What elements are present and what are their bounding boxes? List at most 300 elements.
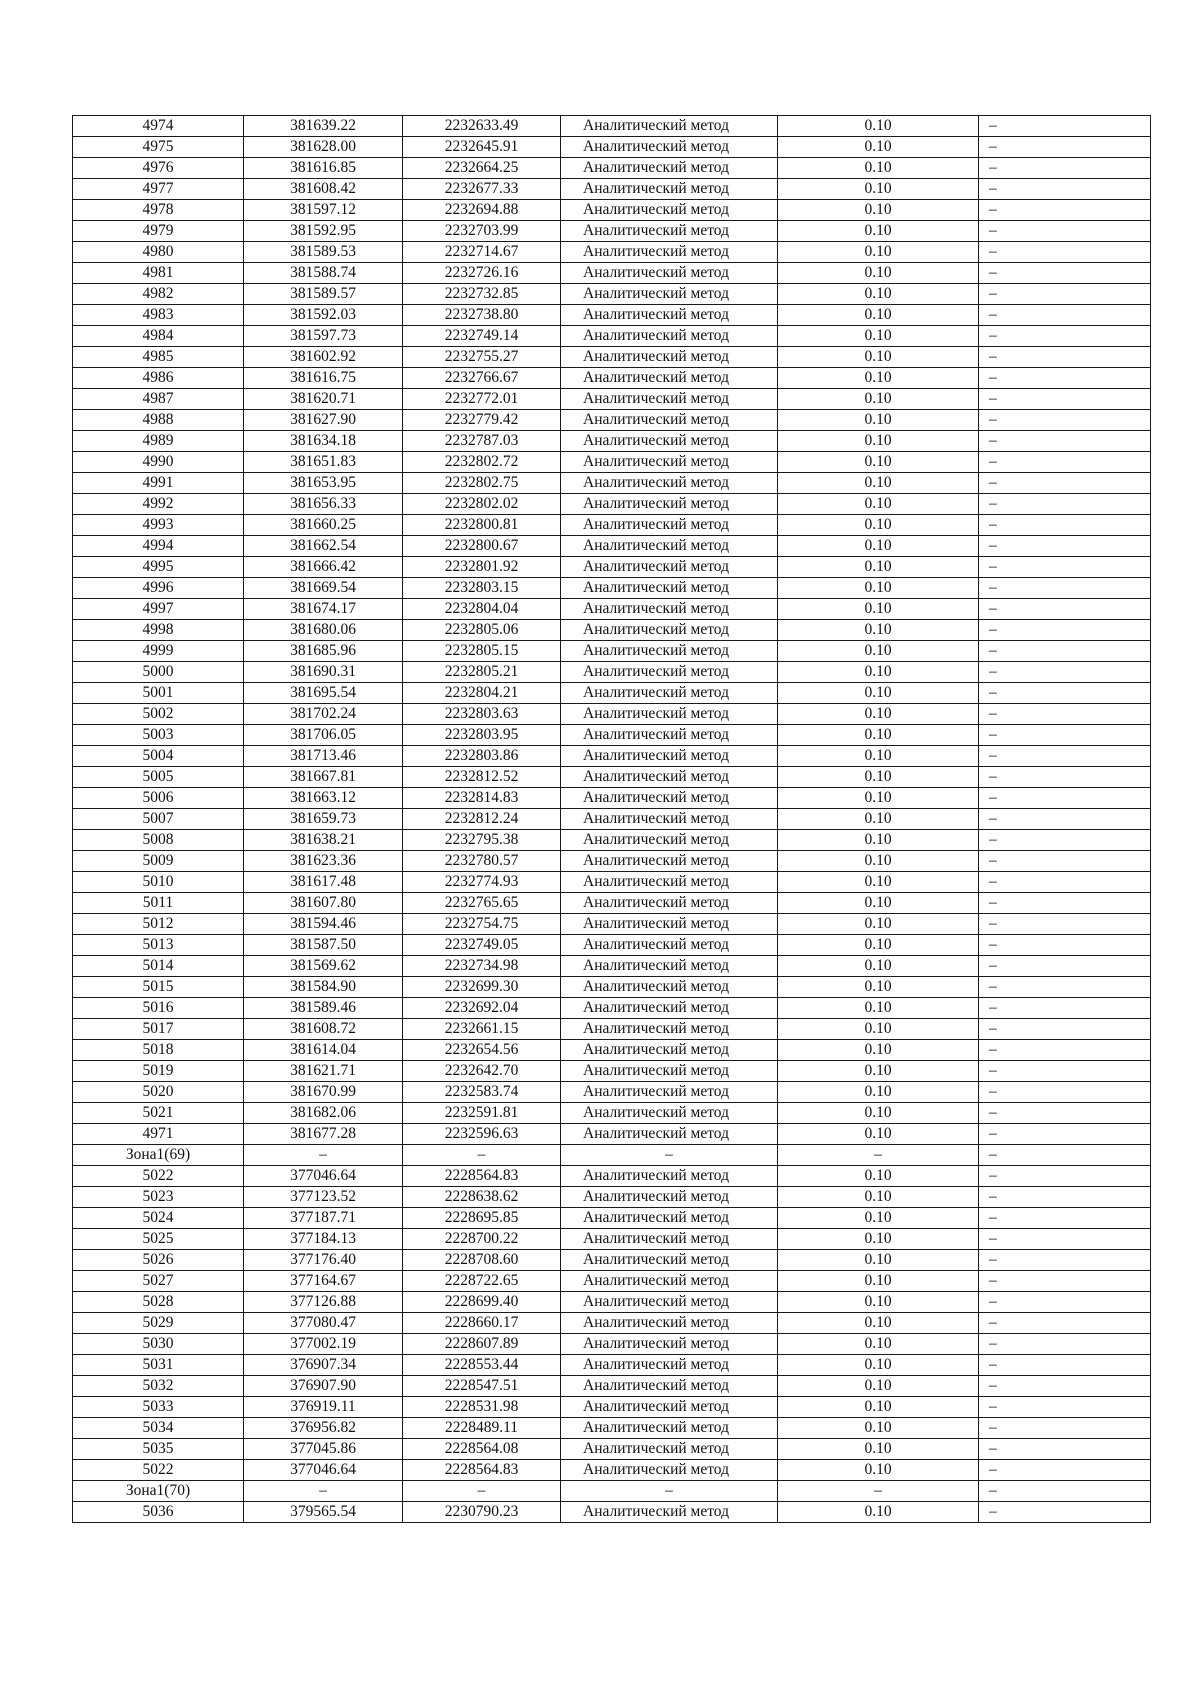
method-cell: Аналитический метод	[561, 935, 778, 956]
description-cell: –	[979, 242, 1151, 263]
description-cell: –	[979, 1334, 1151, 1355]
x-coordinate-cell: 381706.05	[244, 725, 403, 746]
table-row	[73, 1271, 1151, 1292]
point-number-cell: 4971	[73, 1124, 244, 1145]
x-coordinate-cell: 381589.53	[244, 242, 403, 263]
point-number-cell: 4985	[73, 347, 244, 368]
x-coordinate-cell: 381690.31	[244, 662, 403, 683]
table-row	[73, 1355, 1151, 1376]
x-coordinate-cell: 381608.72	[244, 1019, 403, 1040]
y-coordinate-cell: 2228607.89	[403, 1334, 561, 1355]
y-coordinate-cell: 2232749.14	[403, 326, 561, 347]
description-cell: –	[979, 536, 1151, 557]
y-coordinate-cell: 2232812.24	[403, 809, 561, 830]
x-coordinate-cell: 381607.80	[244, 893, 403, 914]
x-coordinate-cell: 381623.36	[244, 851, 403, 872]
y-coordinate-cell: 2232774.93	[403, 872, 561, 893]
method-cell: Аналитический метод	[561, 179, 778, 200]
precision-cell: 0.10	[778, 725, 979, 746]
method-cell: Аналитический метод	[561, 1460, 778, 1481]
point-number-cell: 5006	[73, 788, 244, 809]
point-number-cell: 4979	[73, 221, 244, 242]
description-cell: –	[979, 1103, 1151, 1124]
description-cell: –	[979, 158, 1151, 179]
y-coordinate-cell: 2232664.25	[403, 158, 561, 179]
method-cell: Аналитический метод	[561, 410, 778, 431]
description-cell: –	[979, 116, 1151, 137]
table-row	[73, 578, 1151, 599]
description-cell: –	[979, 200, 1151, 221]
x-coordinate-cell: 381584.90	[244, 977, 403, 998]
y-coordinate-cell: 2232803.95	[403, 725, 561, 746]
description-cell: –	[979, 683, 1151, 704]
precision-cell: 0.10	[778, 1292, 979, 1313]
precision-cell: 0.10	[778, 1187, 979, 1208]
method-cell: Аналитический метод	[561, 956, 778, 977]
precision-cell: 0.10	[778, 200, 979, 221]
precision-cell: 0.10	[778, 494, 979, 515]
point-number-cell: 5030	[73, 1334, 244, 1355]
point-number-cell: 4987	[73, 389, 244, 410]
description-cell: –	[979, 326, 1151, 347]
table-row	[73, 1397, 1151, 1418]
description-cell: –	[979, 1040, 1151, 1061]
y-coordinate-cell: 2232766.67	[403, 368, 561, 389]
x-coordinate-cell: –	[244, 1145, 403, 1166]
precision-cell: –	[778, 1145, 979, 1166]
precision-cell: 0.10	[778, 536, 979, 557]
table-row	[73, 1334, 1151, 1355]
point-number-cell: 4998	[73, 620, 244, 641]
table-row	[73, 347, 1151, 368]
point-number-cell: 4983	[73, 305, 244, 326]
precision-cell: 0.10	[778, 977, 979, 998]
point-number-cell: 4975	[73, 137, 244, 158]
precision-cell: 0.10	[778, 137, 979, 158]
point-number-cell: 5026	[73, 1250, 244, 1271]
x-coordinate-cell: 381616.75	[244, 368, 403, 389]
x-coordinate-cell: 381680.06	[244, 620, 403, 641]
precision-cell: 0.10	[778, 1250, 979, 1271]
method-cell: Аналитический метод	[561, 137, 778, 158]
description-cell: –	[979, 914, 1151, 935]
x-coordinate-cell: 381614.04	[244, 1040, 403, 1061]
table-row	[73, 158, 1151, 179]
x-coordinate-cell: 381662.54	[244, 536, 403, 557]
description-cell: –	[979, 788, 1151, 809]
point-number-cell: 5034	[73, 1418, 244, 1439]
y-coordinate-cell: –	[403, 1145, 561, 1166]
description-cell: –	[979, 1292, 1151, 1313]
precision-cell: 0.10	[778, 1355, 979, 1376]
x-coordinate-cell: 381602.92	[244, 347, 403, 368]
table-row	[73, 662, 1151, 683]
method-cell: Аналитический метод	[561, 1355, 778, 1376]
precision-cell: 0.10	[778, 914, 979, 935]
precision-cell: 0.10	[778, 1082, 979, 1103]
y-coordinate-cell: 2232805.06	[403, 620, 561, 641]
precision-cell: 0.10	[778, 347, 979, 368]
x-coordinate-cell: 376907.90	[244, 1376, 403, 1397]
x-coordinate-cell: 381666.42	[244, 557, 403, 578]
table-row	[73, 431, 1151, 452]
table-row	[73, 935, 1151, 956]
y-coordinate-cell: 2228708.60	[403, 1250, 561, 1271]
x-coordinate-cell: 381616.85	[244, 158, 403, 179]
table-row	[73, 368, 1151, 389]
table-row	[73, 683, 1151, 704]
description-cell: –	[979, 1355, 1151, 1376]
precision-cell: 0.10	[778, 809, 979, 830]
table-row	[73, 1166, 1151, 1187]
table-row	[73, 452, 1151, 473]
precision-cell: 0.10	[778, 683, 979, 704]
point-number-cell: 5029	[73, 1313, 244, 1334]
table-row	[73, 1250, 1151, 1271]
method-cell: Аналитический метод	[561, 830, 778, 851]
y-coordinate-cell: 2232734.98	[403, 956, 561, 977]
point-number-cell: 4991	[73, 473, 244, 494]
y-coordinate-cell: 2232802.72	[403, 452, 561, 473]
point-number-cell: 5009	[73, 851, 244, 872]
point-number-cell: 5027	[73, 1271, 244, 1292]
method-cell: Аналитический метод	[561, 893, 778, 914]
point-number-cell: 5002	[73, 704, 244, 725]
x-coordinate-cell: 381656.33	[244, 494, 403, 515]
description-cell: –	[979, 1229, 1151, 1250]
x-coordinate-cell: 377046.64	[244, 1460, 403, 1481]
point-number-cell: 5003	[73, 725, 244, 746]
point-number-cell: 4992	[73, 494, 244, 515]
point-number-cell: 4993	[73, 515, 244, 536]
table-row	[73, 536, 1151, 557]
method-cell: Аналитический метод	[561, 1082, 778, 1103]
description-cell: –	[979, 347, 1151, 368]
x-coordinate-cell: 381702.24	[244, 704, 403, 725]
x-coordinate-cell: 377123.52	[244, 1187, 403, 1208]
point-number-cell: 5025	[73, 1229, 244, 1250]
table-row	[73, 116, 1151, 137]
x-coordinate-cell: 381674.17	[244, 599, 403, 620]
point-number-cell: 5024	[73, 1208, 244, 1229]
y-coordinate-cell: 2232805.21	[403, 662, 561, 683]
x-coordinate-cell: 381587.50	[244, 935, 403, 956]
table-row	[73, 1019, 1151, 1040]
x-coordinate-cell: 381588.74	[244, 263, 403, 284]
x-coordinate-cell: 381660.25	[244, 515, 403, 536]
description-cell: –	[979, 1250, 1151, 1271]
description-cell: –	[979, 725, 1151, 746]
y-coordinate-cell: 2232661.15	[403, 1019, 561, 1040]
table-row	[73, 284, 1151, 305]
x-coordinate-cell: 381628.00	[244, 137, 403, 158]
precision-cell: 0.10	[778, 746, 979, 767]
description-cell: –	[979, 557, 1151, 578]
description-cell: –	[979, 1376, 1151, 1397]
description-cell: –	[979, 284, 1151, 305]
point-number-cell: 5008	[73, 830, 244, 851]
y-coordinate-cell: 2232779.42	[403, 410, 561, 431]
method-cell: –	[561, 1481, 778, 1502]
point-number-cell: 5032	[73, 1376, 244, 1397]
method-cell: Аналитический метод	[561, 1313, 778, 1334]
table-row	[73, 893, 1151, 914]
precision-cell: 0.10	[778, 578, 979, 599]
y-coordinate-cell: 2228700.22	[403, 1229, 561, 1250]
description-cell: –	[979, 137, 1151, 158]
x-coordinate-cell: 381663.12	[244, 788, 403, 809]
description-cell: –	[979, 872, 1151, 893]
precision-cell: 0.10	[778, 830, 979, 851]
precision-cell: 0.10	[778, 599, 979, 620]
x-coordinate-cell: 381597.12	[244, 200, 403, 221]
point-number-cell: 4974	[73, 116, 244, 137]
y-coordinate-cell: 2232805.15	[403, 641, 561, 662]
y-coordinate-cell: 2232633.49	[403, 116, 561, 137]
precision-cell: 0.10	[778, 116, 979, 137]
description-cell: –	[979, 1124, 1151, 1145]
method-cell: Аналитический метод	[561, 746, 778, 767]
point-number-cell: 4999	[73, 641, 244, 662]
table-row	[73, 494, 1151, 515]
y-coordinate-cell: 2232755.27	[403, 347, 561, 368]
table-row	[73, 767, 1151, 788]
y-coordinate-cell: 2232732.85	[403, 284, 561, 305]
x-coordinate-cell: 376956.82	[244, 1418, 403, 1439]
description-cell: –	[979, 1439, 1151, 1460]
y-coordinate-cell: 2228722.65	[403, 1271, 561, 1292]
description-cell: –	[979, 179, 1151, 200]
description-cell: –	[979, 263, 1151, 284]
y-coordinate-cell: 2228553.44	[403, 1355, 561, 1376]
point-number-cell: 5028	[73, 1292, 244, 1313]
table-row	[73, 725, 1151, 746]
table-row	[73, 557, 1151, 578]
description-cell: –	[979, 515, 1151, 536]
precision-cell: 0.10	[778, 389, 979, 410]
y-coordinate-cell: 2232814.83	[403, 788, 561, 809]
precision-cell: 0.10	[778, 1229, 979, 1250]
point-number-cell: 4981	[73, 263, 244, 284]
precision-cell: 0.10	[778, 662, 979, 683]
point-number-cell: 5031	[73, 1355, 244, 1376]
y-coordinate-cell: 2232795.38	[403, 830, 561, 851]
method-cell: Аналитический метод	[561, 431, 778, 452]
method-cell: Аналитический метод	[561, 641, 778, 662]
x-coordinate-cell: 377126.88	[244, 1292, 403, 1313]
table-row	[73, 599, 1151, 620]
point-number-cell: 4978	[73, 200, 244, 221]
table-row	[73, 872, 1151, 893]
precision-cell: 0.10	[778, 851, 979, 872]
description-cell: –	[979, 1271, 1151, 1292]
point-number-cell: 5015	[73, 977, 244, 998]
point-number-cell: 5001	[73, 683, 244, 704]
point-number-cell: 4989	[73, 431, 244, 452]
point-number-cell: 5022	[73, 1460, 244, 1481]
table-row	[73, 1481, 1151, 1502]
precision-cell: 0.10	[778, 1334, 979, 1355]
table-row	[73, 263, 1151, 284]
description-cell: –	[979, 1145, 1151, 1166]
method-cell: Аналитический метод	[561, 515, 778, 536]
point-number-cell: 5012	[73, 914, 244, 935]
method-cell: Аналитический метод	[561, 536, 778, 557]
description-cell: –	[979, 893, 1151, 914]
description-cell: –	[979, 998, 1151, 1019]
point-number-cell: 4988	[73, 410, 244, 431]
table-row	[73, 1082, 1151, 1103]
method-cell: Аналитический метод	[561, 1334, 778, 1355]
point-number-cell: 4995	[73, 557, 244, 578]
precision-cell: 0.10	[778, 179, 979, 200]
point-number-cell: 5010	[73, 872, 244, 893]
table-row	[73, 410, 1151, 431]
description-cell: –	[979, 746, 1151, 767]
precision-cell: 0.10	[778, 305, 979, 326]
point-number-cell: 5018	[73, 1040, 244, 1061]
point-number-cell: 5016	[73, 998, 244, 1019]
precision-cell: 0.10	[778, 326, 979, 347]
method-cell: Аналитический метод	[561, 389, 778, 410]
table-row	[73, 326, 1151, 347]
method-cell: Аналитический метод	[561, 452, 778, 473]
table-row	[73, 221, 1151, 242]
y-coordinate-cell: 2232738.80	[403, 305, 561, 326]
point-number-cell: 4984	[73, 326, 244, 347]
description-cell: –	[979, 620, 1151, 641]
description-cell: –	[979, 494, 1151, 515]
precision-cell: 0.10	[778, 620, 979, 641]
description-cell: –	[979, 368, 1151, 389]
y-coordinate-cell: 2228564.08	[403, 1439, 561, 1460]
table-row	[73, 179, 1151, 200]
method-cell: Аналитический метод	[561, 557, 778, 578]
y-coordinate-cell: 2232803.86	[403, 746, 561, 767]
precision-cell: 0.10	[778, 158, 979, 179]
point-number-cell: 4980	[73, 242, 244, 263]
precision-cell: 0.10	[778, 410, 979, 431]
precision-cell: 0.10	[778, 767, 979, 788]
method-cell: Аналитический метод	[561, 1061, 778, 1082]
x-coordinate-cell: 377002.19	[244, 1334, 403, 1355]
table-row	[73, 788, 1151, 809]
table-row	[73, 389, 1151, 410]
precision-cell: 0.10	[778, 452, 979, 473]
precision-cell: 0.10	[778, 788, 979, 809]
description-cell: –	[979, 809, 1151, 830]
table-row	[73, 1187, 1151, 1208]
table-row	[73, 1124, 1151, 1145]
description-cell: –	[979, 1061, 1151, 1082]
precision-cell: 0.10	[778, 221, 979, 242]
x-coordinate-cell: 381592.03	[244, 305, 403, 326]
table-row	[73, 704, 1151, 725]
point-number-cell: 5013	[73, 935, 244, 956]
description-cell: –	[979, 1166, 1151, 1187]
precision-cell: 0.10	[778, 368, 979, 389]
point-number-cell: 4997	[73, 599, 244, 620]
x-coordinate-cell: 381638.21	[244, 830, 403, 851]
method-cell: –	[561, 1145, 778, 1166]
table-row	[73, 1376, 1151, 1397]
y-coordinate-cell: 2232583.74	[403, 1082, 561, 1103]
point-number-cell: 5019	[73, 1061, 244, 1082]
precision-cell: 0.10	[778, 1376, 979, 1397]
y-coordinate-cell: 2228489.11	[403, 1418, 561, 1439]
method-cell: Аналитический метод	[561, 662, 778, 683]
method-cell: Аналитический метод	[561, 1187, 778, 1208]
description-cell: –	[979, 851, 1151, 872]
y-coordinate-cell: 2228564.83	[403, 1460, 561, 1481]
x-coordinate-cell: 381669.54	[244, 578, 403, 599]
table-row	[73, 746, 1151, 767]
precision-cell: 0.10	[778, 1271, 979, 1292]
y-coordinate-cell: 2232765.65	[403, 893, 561, 914]
method-cell: Аналитический метод	[561, 620, 778, 641]
y-coordinate-cell: 2232800.67	[403, 536, 561, 557]
precision-cell: –	[778, 1481, 979, 1502]
y-coordinate-cell: 2228660.17	[403, 1313, 561, 1334]
x-coordinate-cell: 381589.57	[244, 284, 403, 305]
point-number-cell: 5005	[73, 767, 244, 788]
y-coordinate-cell: 2232699.30	[403, 977, 561, 998]
table-row	[73, 956, 1151, 977]
x-coordinate-cell: 381670.99	[244, 1082, 403, 1103]
description-cell: –	[979, 1481, 1151, 1502]
precision-cell: 0.10	[778, 1439, 979, 1460]
precision-cell: 0.10	[778, 1061, 979, 1082]
point-number-cell: 5036	[73, 1502, 244, 1523]
description-cell: –	[979, 1019, 1151, 1040]
y-coordinate-cell: 2232726.16	[403, 263, 561, 284]
method-cell: Аналитический метод	[561, 1376, 778, 1397]
point-number-cell: Зона1(69)	[73, 1145, 244, 1166]
description-cell: –	[979, 641, 1151, 662]
precision-cell: 0.10	[778, 473, 979, 494]
point-number-cell: 5023	[73, 1187, 244, 1208]
y-coordinate-cell: 2232677.33	[403, 179, 561, 200]
method-cell: Аналитический метод	[561, 599, 778, 620]
method-cell: Аналитический метод	[561, 704, 778, 725]
y-coordinate-cell: 2232754.75	[403, 914, 561, 935]
y-coordinate-cell: 2232804.21	[403, 683, 561, 704]
y-coordinate-cell: 2232801.92	[403, 557, 561, 578]
point-number-cell: 5014	[73, 956, 244, 977]
x-coordinate-cell: 381653.95	[244, 473, 403, 494]
description-cell: –	[979, 1502, 1151, 1523]
method-cell: Аналитический метод	[561, 1439, 778, 1460]
x-coordinate-cell: 377164.67	[244, 1271, 403, 1292]
x-coordinate-cell: 377046.64	[244, 1166, 403, 1187]
table-row	[73, 1313, 1151, 1334]
description-cell: –	[979, 1397, 1151, 1418]
description-cell: –	[979, 1187, 1151, 1208]
table-row	[73, 830, 1151, 851]
method-cell: Аналитический метод	[561, 263, 778, 284]
table-row	[73, 914, 1151, 935]
table-row	[73, 998, 1151, 1019]
table-row	[73, 851, 1151, 872]
y-coordinate-cell: 2232694.88	[403, 200, 561, 221]
description-cell: –	[979, 1418, 1151, 1439]
x-coordinate-cell: 381608.42	[244, 179, 403, 200]
point-number-cell: 5022	[73, 1166, 244, 1187]
precision-cell: 0.10	[778, 998, 979, 1019]
method-cell: Аналитический метод	[561, 1040, 778, 1061]
method-cell: Аналитический метод	[561, 1271, 778, 1292]
y-coordinate-cell: 2232692.04	[403, 998, 561, 1019]
